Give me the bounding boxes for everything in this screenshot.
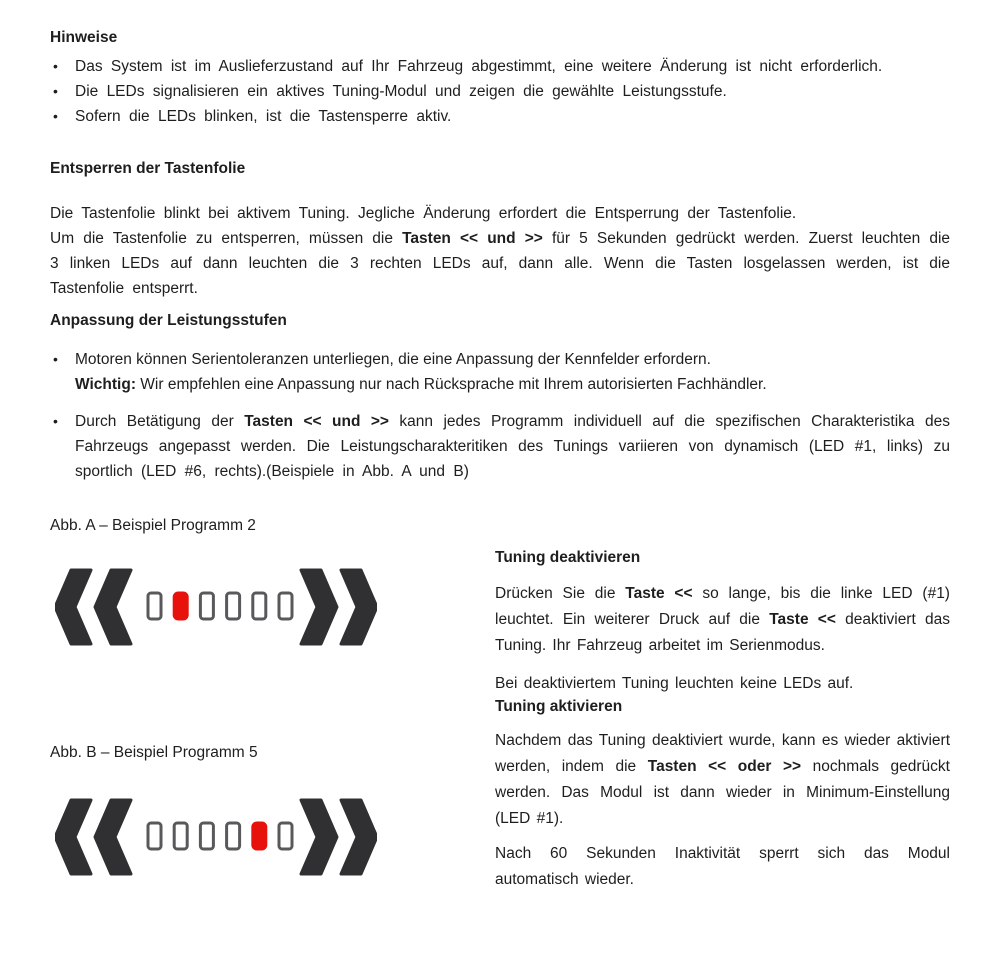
bullet-item: • Motoren können Serientoleranzen unterliegen, die eine Anpassung der Kennfelder erfordern. Wichtig: Wir empfehlen eine Anpassung nur nach Rücksprache mit Ihrem autorisierten Fachhändler. (50, 347, 950, 397)
bold-wichtig: Wichtig: (75, 376, 136, 393)
led-4 (227, 593, 240, 619)
led-bar (148, 593, 292, 619)
figure-b-label: Abb. B – Beispiel Programm 5 (50, 744, 258, 761)
led-6 (279, 593, 292, 619)
bullet-item: • Das System ist im Auslieferzustand auf Ihr Fahrzeug abgestimmt, eine weitere Änderung ist nicht erforderlich. (50, 54, 950, 79)
section-hinweise (50, 28, 950, 129)
section-title-anpassung: Anpassung der Leistungsstufen (50, 312, 287, 329)
bold-taste: Taste << (625, 585, 693, 602)
led-4 (227, 823, 240, 849)
led-display-figure-a (55, 568, 377, 646)
paragraph-aktivieren-1: Nachdem das Tuning deaktiviert wurde, kann es wieder aktiviert werden, indem die Tasten << oder >> nochmals gedrückt werden. Das Modul ist dann wieder in Minimum-Einstellung (LED #1). (495, 732, 950, 827)
paragraph-entsperren-1: Die Tastenfolie blinkt bei aktivem Tuning. Jegliche Änderung erfordert die Entsperrung der Tastenfolie. (50, 205, 797, 222)
bold-tasten: Tasten << oder >> (647, 758, 802, 775)
section-anpassung (50, 311, 950, 484)
figure-a-label: Abb. A – Beispiel Programm 2 (50, 517, 256, 534)
double-chevron-right-icon (301, 800, 377, 874)
led-bar (148, 823, 292, 849)
section-title-deaktivieren: Tuning deaktivieren (495, 549, 641, 566)
double-chevron-right-icon (301, 570, 377, 644)
led-2 (174, 593, 187, 619)
figures-column (50, 516, 487, 893)
led-1 (148, 593, 161, 619)
instructions-column (495, 516, 950, 893)
hinweise-bullet-list (50, 54, 950, 129)
section-title-hinweise: Hinweise (50, 29, 118, 46)
bold-taste: Taste << (769, 611, 836, 628)
paragraph-deaktivieren-2: Bei deaktiviertem Tuning leuchten keine LEDs auf. (495, 675, 854, 692)
led-2 (174, 823, 187, 849)
double-chevron-left-icon (55, 570, 131, 644)
paragraph-deaktivieren-1: Drücken Sie die Taste << so lange, bis die linke LED (#1) leuchtet. Ein weiterer Druck auf die Taste << deaktiviert das Tuning. Ihr Fahrzeug arbeitet im Serienmodus. (495, 585, 951, 654)
led-1 (148, 823, 161, 849)
figures-and-instructions (50, 516, 950, 893)
bullet-item: • Die LEDs signalisieren ein aktives Tuning-Modul und zeigen die gewählte Leistungsstufe. (50, 79, 950, 104)
led-5 (253, 593, 266, 619)
led-5 (253, 823, 266, 849)
section-title-aktivieren: Tuning aktivieren (495, 698, 623, 715)
anpassung-bullet-list (50, 347, 950, 484)
paragraph-entsperren-2: Um die Tastenfolie zu entsperren, müssen die Tasten << und >> für 5 Sekunden gedrückt werden. Zuerst leuchten die 3 linken LEDs auf dann leuchten die 3 rechten LEDs auf, dann alle. Wenn die Tasten losgelassen werden, ist die Tastenfolie entsperrt. (50, 230, 951, 297)
section-entsperren (50, 159, 950, 301)
led-display-figure-b (55, 798, 377, 876)
bullet-item: • Sofern die LEDs blinken, ist die Tastensperre aktiv. (50, 104, 950, 129)
led-3 (200, 593, 213, 619)
double-chevron-left-icon (55, 800, 131, 874)
section-title-entsperren: Entsperren der Tastenfolie (50, 160, 246, 177)
bold-tasten: Tasten << und >> (244, 413, 389, 430)
led-6 (279, 823, 292, 849)
bold-tasten: Tasten << und >> (402, 230, 543, 247)
paragraph-aktivieren-2: Nach 60 Sekunden Inaktivität sperrt sich das Modul automatisch wieder. (495, 845, 950, 888)
led-3 (200, 823, 213, 849)
bullet-item: • Durch Betätigung der Tasten << und >> kann jedes Programm individuell auf die spezifischen Charakteristika des Fahrzeugs angepasst werden. Die Leistungscharakteritiken des Tunings variieren von dynamisch (LED #1, links) zu sportlich (LED #6, rechts).(Beispiele in Abb. A und B) (50, 409, 950, 484)
